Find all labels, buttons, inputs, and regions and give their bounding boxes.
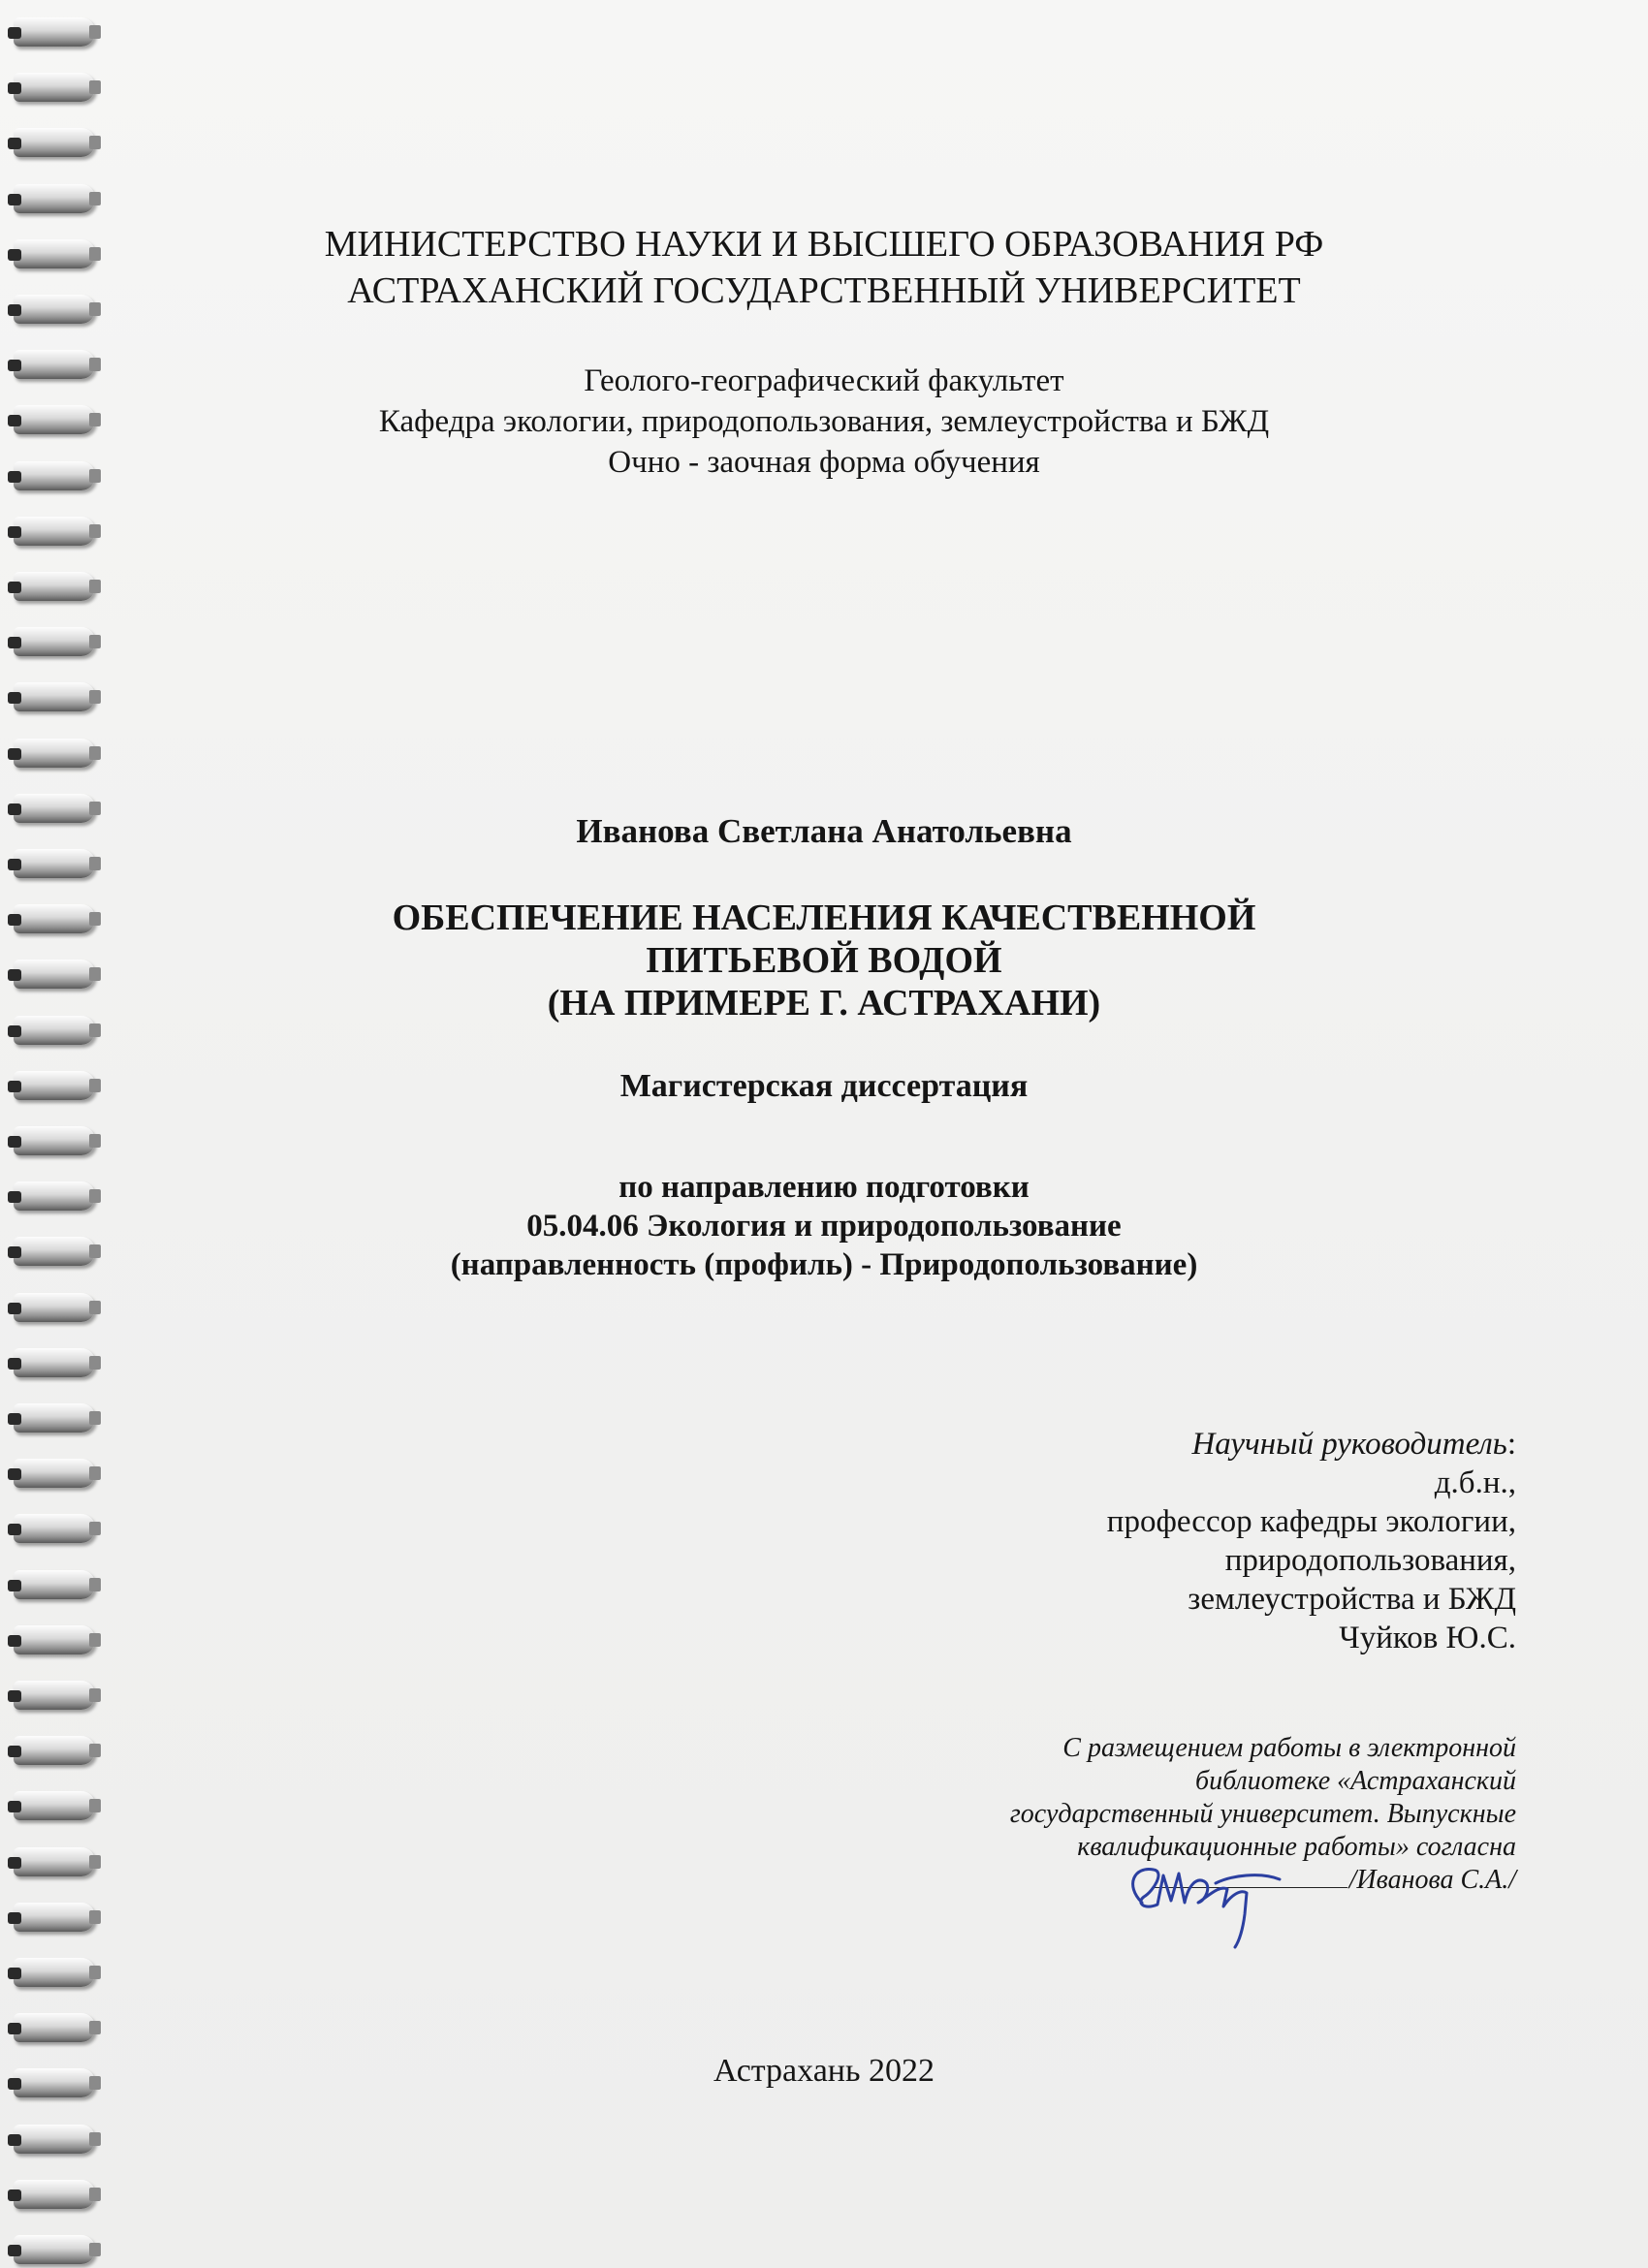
binding-ring bbox=[14, 572, 95, 601]
binding-ring bbox=[14, 2125, 95, 2154]
binding-ring bbox=[14, 128, 95, 157]
supervisor-name: Чуйков Ю.С. bbox=[1339, 1621, 1516, 1655]
binding-hole bbox=[89, 1466, 101, 1480]
binding-hole bbox=[89, 1855, 101, 1869]
supervisor-position: природопользования, bbox=[1224, 1543, 1516, 1578]
binding-ring bbox=[14, 739, 95, 768]
supervisor-block bbox=[1107, 1425, 1516, 1657]
binding-hole bbox=[89, 1966, 101, 1979]
binding-hole bbox=[89, 1411, 101, 1425]
work-type: Магистерская диссертация bbox=[619, 1068, 1029, 1104]
thesis-title-line: ПИТЬЕВОЙ ВОДОЙ bbox=[646, 940, 1002, 981]
department-name: Кафедра экологии, природопользования, землеустройства и БЖД bbox=[378, 404, 1270, 439]
supervisor-position: профессор кафедры экологии, bbox=[1106, 1504, 1516, 1539]
binding-ring bbox=[14, 1958, 95, 1987]
city-year: Астрахань 2022 bbox=[713, 2053, 935, 2089]
thesis-title bbox=[0, 897, 1648, 1024]
binding-hole bbox=[89, 1024, 101, 1037]
binding-hole bbox=[89, 1633, 101, 1647]
consent-line: государственный университет. Выпускные bbox=[1009, 1799, 1516, 1829]
binding-ring bbox=[14, 1903, 95, 1932]
spiral-binding bbox=[0, 0, 107, 2268]
binding-hole bbox=[89, 2021, 101, 2034]
binding-hole bbox=[89, 580, 101, 593]
binding-hole bbox=[89, 690, 101, 704]
signer-name: /Иванова С.А./ bbox=[1348, 1865, 1516, 1895]
binding-hole bbox=[89, 857, 101, 870]
consent-line: библиотеке «Астраханский bbox=[1195, 1766, 1516, 1796]
binding-ring bbox=[14, 1348, 95, 1377]
binding-hole bbox=[89, 25, 101, 39]
direction-block bbox=[0, 1168, 1648, 1284]
faculty-name: Геолого-географический факультет bbox=[584, 363, 1064, 398]
consent-line: С размещением работы в электронной bbox=[1062, 1733, 1516, 1763]
binding-ring bbox=[14, 17, 95, 47]
binding-hole bbox=[89, 1522, 101, 1535]
binding-ring bbox=[14, 1625, 95, 1654]
study-form: Очно - заочная форма обучения bbox=[608, 445, 1040, 480]
binding-hole bbox=[89, 136, 101, 149]
direction-code: 05.04.06 Экология и природопользование bbox=[526, 1209, 1122, 1244]
university-name: АСТРАХАНСКИЙ ГОСУДАРСТВЕННЫЙ УНИВЕРСИТЕТ bbox=[347, 270, 1301, 311]
author-name: Иванова Светлана Анатольевна bbox=[576, 812, 1072, 850]
binding-ring bbox=[14, 517, 95, 546]
binding-hole bbox=[89, 192, 101, 205]
binding-ring bbox=[14, 1847, 95, 1876]
handwritten-signature bbox=[1115, 1846, 1328, 1953]
binding-ring bbox=[14, 1126, 95, 1155]
binding-hole bbox=[89, 1744, 101, 1757]
thesis-title-line: ОБЕСПЕЧЕНИЕ НАСЕЛЕНИЯ КАЧЕСТВЕННОЙ bbox=[392, 898, 1256, 938]
binding-ring bbox=[14, 2180, 95, 2209]
binding-hole bbox=[89, 524, 101, 538]
binding-ring bbox=[14, 627, 95, 656]
direction-profile: (направленность (профиль) - Природопользование) bbox=[450, 1247, 1198, 1282]
binding-hole bbox=[89, 746, 101, 760]
binding-hole bbox=[89, 2188, 101, 2201]
binding-ring bbox=[14, 1459, 95, 1488]
ministry-name: МИНИСТЕРСТВО НАУКИ И ВЫСШЕГО ОБРАЗОВАНИЯ РФ bbox=[324, 224, 1324, 265]
binding-ring bbox=[14, 1681, 95, 1710]
binding-ring bbox=[14, 849, 95, 878]
supervisor-colon: : bbox=[1506, 1427, 1516, 1462]
binding-ring bbox=[14, 2235, 95, 2264]
consent-line: квалификационные работы» согласна bbox=[1077, 1832, 1516, 1862]
faculty-block bbox=[0, 361, 1648, 483]
binding-hole bbox=[89, 1356, 101, 1370]
binding-hole bbox=[89, 1301, 101, 1314]
binding-ring bbox=[14, 1514, 95, 1543]
binding-ring bbox=[14, 184, 95, 213]
supervisor-degree: д.б.н., bbox=[1434, 1465, 1516, 1500]
binding-ring bbox=[14, 1570, 95, 1599]
thesis-title-line: (НА ПРИМЕРЕ Г. АСТРАХАНИ) bbox=[547, 983, 1101, 1024]
binding-hole bbox=[89, 1134, 101, 1148]
binding-hole bbox=[89, 80, 101, 94]
binding-hole bbox=[89, 1910, 101, 1924]
binding-ring bbox=[14, 1791, 95, 1820]
ministry-header bbox=[0, 221, 1648, 314]
supervisor-label: Научный руководитель bbox=[1191, 1427, 1507, 1462]
binding-hole bbox=[89, 2132, 101, 2146]
binding-hole bbox=[89, 635, 101, 648]
binding-ring bbox=[14, 2013, 95, 2042]
binding-hole bbox=[89, 2243, 101, 2256]
binding-hole bbox=[89, 1688, 101, 1702]
direction-label: по направлению подготовки bbox=[618, 1170, 1030, 1205]
supervisor-position: землеустройства и БЖД bbox=[1188, 1582, 1516, 1617]
binding-ring bbox=[14, 1736, 95, 1765]
binding-hole bbox=[89, 1578, 101, 1591]
binding-hole bbox=[89, 1799, 101, 1812]
binding-ring bbox=[14, 682, 95, 711]
binding-ring bbox=[14, 1293, 95, 1322]
binding-ring bbox=[14, 1403, 95, 1433]
binding-ring bbox=[14, 73, 95, 102]
